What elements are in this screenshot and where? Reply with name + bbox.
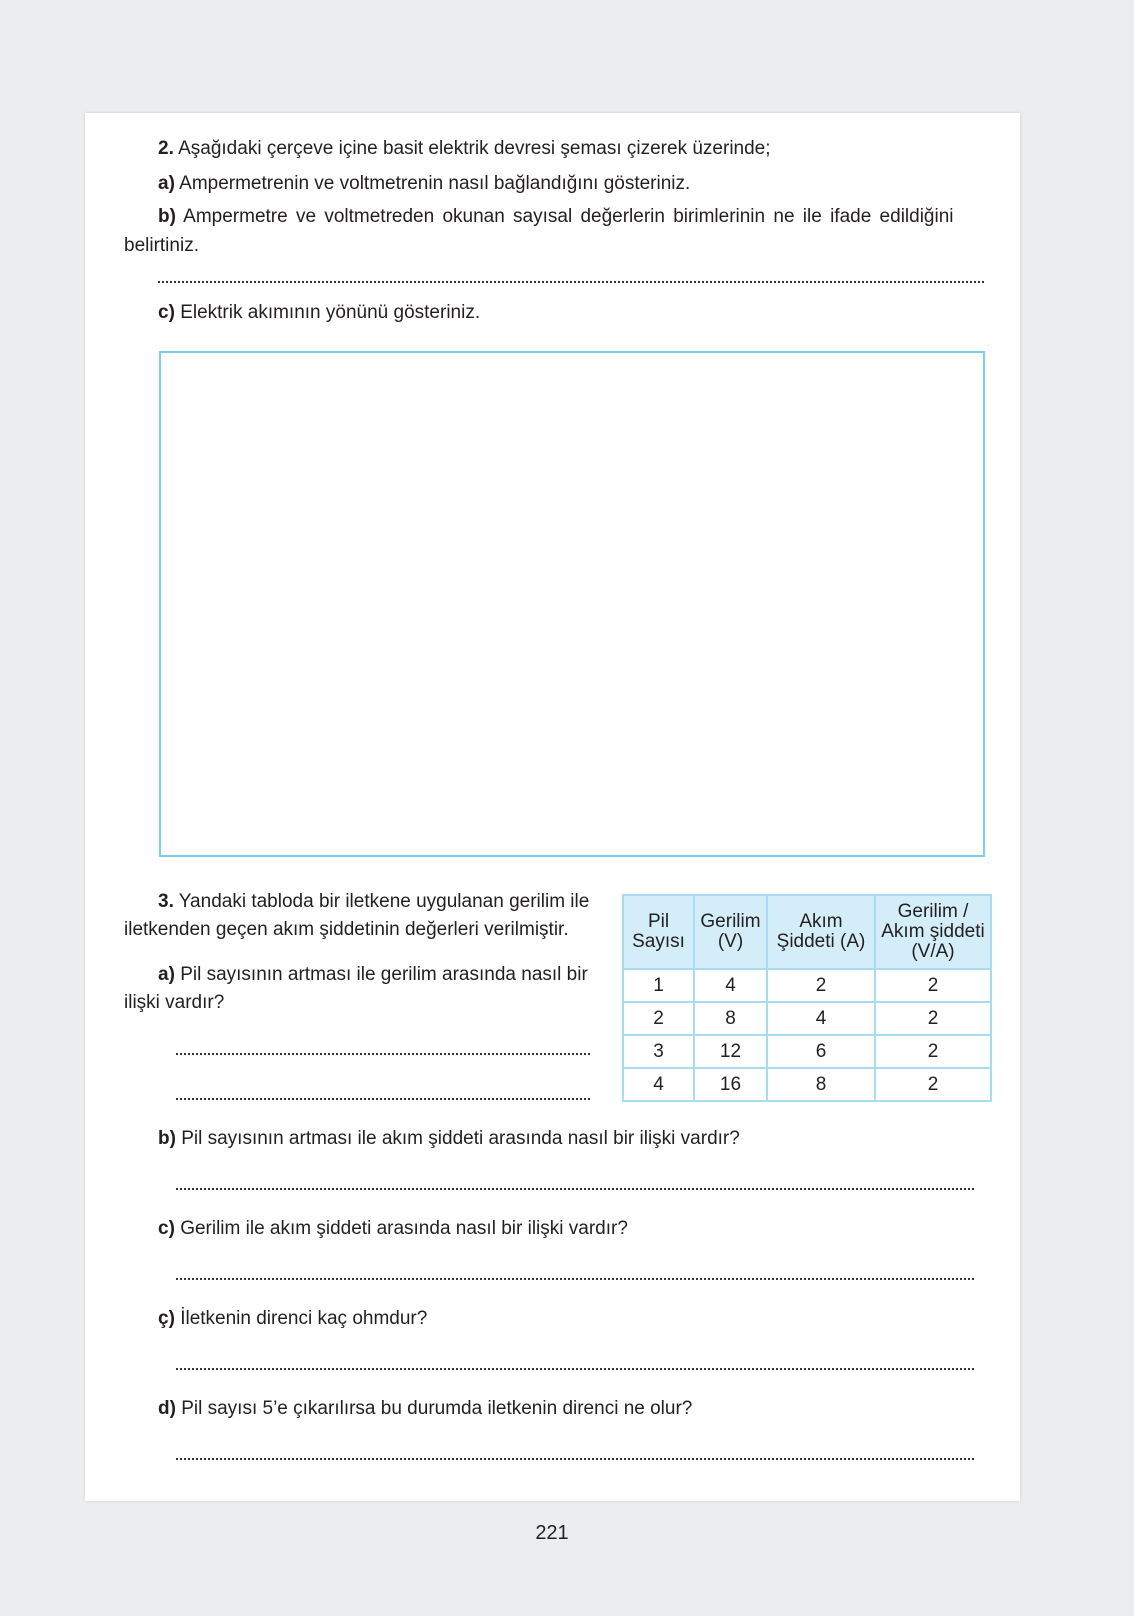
q3cc-text: İletkenin direnci kaç ohmdur? — [180, 1308, 428, 1329]
table-cell: 3 — [623, 1035, 694, 1068]
voltage-current-table — [622, 894, 992, 1102]
q2-number: 2. — [158, 138, 174, 159]
header-text: Gerilim — [700, 911, 761, 932]
header-text: Şiddeti (A) — [776, 931, 866, 952]
q2a-text: Ampermetrenin ve voltmetrenin nasıl bağlandığını gösteriniz. — [179, 173, 691, 194]
q3cc-label: ç) — [158, 1308, 175, 1329]
q3c-text: Gerilim ile akım şiddeti arasında nasıl bir ilişki vardır? — [180, 1218, 628, 1239]
table-cell: 6 — [767, 1035, 875, 1068]
q2-intro: Aşağıdaki çerçeve içine basit elektrik devresi şeması çizerek üzerinde; — [178, 138, 771, 159]
q2b-label: b) — [158, 206, 176, 227]
table-row — [623, 1002, 991, 1035]
q3b-text: Pil sayısının artması ile akım şiddeti arasında nasıl bir ilişki vardır? — [181, 1128, 740, 1149]
header-akim-siddeti — [767, 895, 875, 969]
table-cell: 8 — [767, 1068, 875, 1101]
q2c-label: c) — [158, 302, 175, 323]
q2b-answer-line[interactable] — [158, 281, 984, 283]
header-text: Akım — [799, 911, 843, 932]
page-number: 221 — [535, 1522, 569, 1544]
q3d-line — [158, 1397, 692, 1420]
table-cell: 4 — [767, 1002, 875, 1035]
table-row — [623, 1068, 991, 1101]
table-cell: 2 — [875, 1002, 991, 1035]
table-row — [623, 969, 991, 1002]
header-pil-sayisi — [623, 895, 694, 969]
table-cell: 4 — [623, 1068, 694, 1101]
q3cc-answer-line[interactable] — [176, 1368, 974, 1370]
q2-intro-line — [158, 137, 771, 160]
q3a-label: a) — [158, 964, 175, 985]
table-header-row — [623, 895, 991, 969]
q3c-line — [158, 1217, 628, 1240]
header-text: Pil — [647, 911, 670, 932]
q2a-label: a) — [158, 173, 175, 194]
q3a-text2: ilişki vardır? — [124, 992, 225, 1013]
q2b-text-cont: belirtiniz. — [124, 235, 199, 256]
header-gerilim-akim-orani — [875, 895, 991, 969]
q3b-answer-line[interactable] — [176, 1188, 974, 1190]
q3cc-line — [158, 1307, 427, 1330]
header-gerilim — [694, 895, 767, 969]
table-cell: 2 — [875, 1068, 991, 1101]
header-text: Akım şiddeti — [881, 921, 985, 942]
q3c-label: c) — [158, 1218, 175, 1239]
q3-number: 3. — [158, 891, 174, 912]
q2b-text: Ampermetre ve voltmetreden okunan sayısal değerlerin birimlerinin ne ile ifade edildiğini — [183, 206, 954, 227]
table-cell: 2 — [767, 969, 875, 1002]
table-cell: 4 — [694, 969, 767, 1002]
table-cell: 2 — [875, 969, 991, 1002]
q3b-line — [158, 1127, 740, 1150]
q3b-label: b) — [158, 1128, 176, 1149]
q2b-line — [158, 205, 954, 228]
q3d-answer-line[interactable] — [176, 1458, 974, 1460]
table-cell: 16 — [694, 1068, 767, 1101]
q3a-answer-line1[interactable] — [176, 1053, 590, 1055]
table-cell: 12 — [694, 1035, 767, 1068]
circuit-drawing-frame[interactable] — [159, 351, 985, 857]
q3a-text1: Pil sayısının artması ile gerilim arasında nasıl bir — [180, 964, 588, 985]
q3d-label: d) — [158, 1398, 176, 1419]
q3a-line — [158, 963, 588, 986]
header-text: (V) — [717, 931, 744, 952]
q3-intro-line2: iletkenden geçen akım şiddetinin değerleri verilmiştir. — [124, 919, 569, 940]
header-text: Gerilim / — [897, 901, 969, 922]
header-text: (V/A) — [911, 941, 955, 962]
q3-intro-line1 — [158, 890, 589, 913]
table-cell: 2 — [623, 1002, 694, 1035]
table-cell: 1 — [623, 969, 694, 1002]
q2c-text: Elektrik akımının yönünü gösteriniz. — [180, 302, 481, 323]
table-cell: 2 — [875, 1035, 991, 1068]
table-row — [623, 1035, 991, 1068]
q2a-line — [158, 172, 690, 195]
q3-intro1: Yandaki tabloda bir iletkene uygulanan gerilim ile — [178, 891, 590, 912]
q2c-line — [158, 301, 480, 324]
header-text: Sayısı — [632, 931, 685, 952]
table-cell: 8 — [694, 1002, 767, 1035]
q3a-answer-line2[interactable] — [176, 1098, 590, 1100]
q3c-answer-line[interactable] — [176, 1278, 974, 1280]
q3d-text: Pil sayısı 5’e çıkarılırsa bu durumda iletkenin direnci ne olur? — [181, 1398, 693, 1419]
